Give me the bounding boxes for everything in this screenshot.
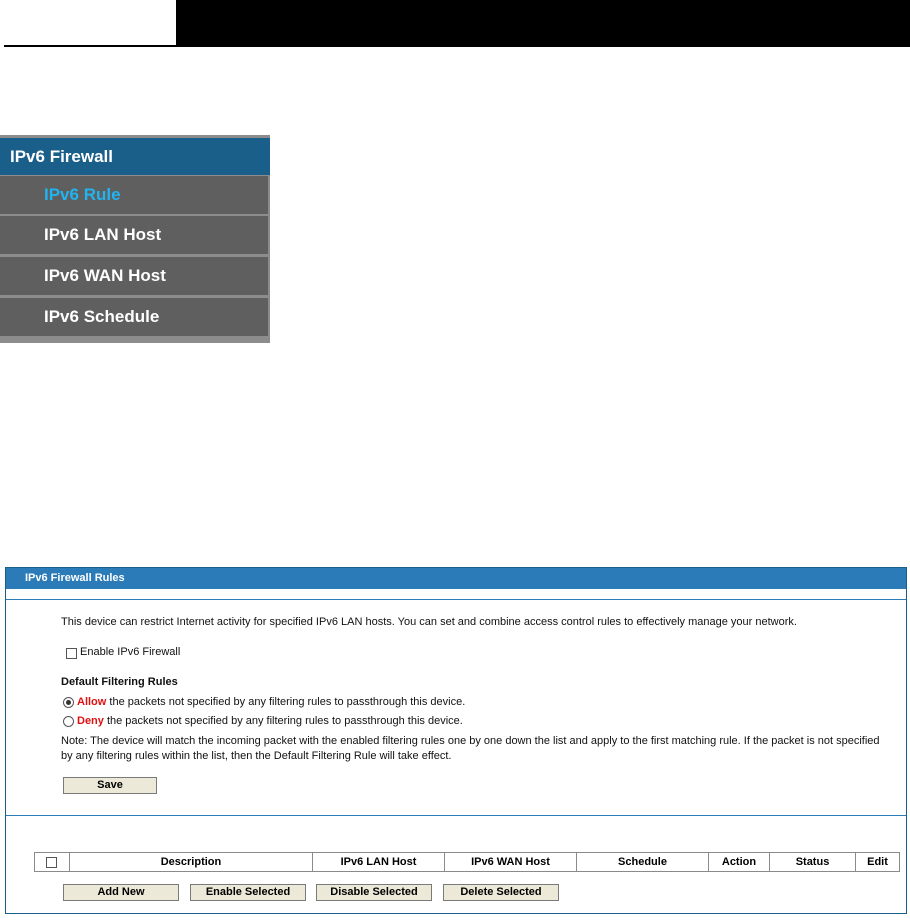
firewall-rules-panel: [5, 567, 907, 914]
col-status: Status: [770, 853, 856, 872]
deny-word: Deny: [77, 715, 104, 727]
allow-option-text: [77, 696, 465, 708]
save-button[interactable]: Save: [63, 777, 157, 794]
header-underline: [4, 45, 176, 47]
enable-firewall-checkbox[interactable]: [66, 648, 77, 659]
deny-option-text: [77, 715, 463, 727]
menu-header-ipv6-firewall[interactable]: IPv6 Firewall: [0, 138, 270, 175]
menu-item-ipv6-wan-host[interactable]: IPv6 WAN Host: [0, 257, 270, 295]
enable-firewall-label: Enable IPv6 Firewall: [80, 646, 181, 658]
delete-selected-button[interactable]: Delete Selected: [443, 884, 559, 901]
allow-radio[interactable]: [63, 697, 74, 708]
add-new-button[interactable]: Add New: [63, 884, 179, 901]
intro-text: This device can restrict Internet activity for specified IPv6 LAN hosts. You can set and combine access control rules to effectively manage your network.: [61, 616, 797, 628]
select-all-checkbox[interactable]: [46, 857, 57, 868]
table-header-row: [35, 853, 900, 872]
rules-table: [34, 852, 900, 872]
note-line-2: by any filtering rules within the list, then the Default Filtering Rule will take effect.: [61, 750, 452, 762]
col-ipv6-lan-host: IPv6 LAN Host: [313, 853, 445, 872]
deny-radio[interactable]: [63, 716, 74, 727]
select-all-cell: [35, 853, 70, 872]
menu-item-ipv6-lan-host[interactable]: IPv6 LAN Host: [0, 216, 270, 254]
col-action: Action: [709, 853, 770, 872]
col-description: Description: [70, 853, 313, 872]
disable-selected-button[interactable]: Disable Selected: [316, 884, 432, 901]
deny-description: the packets not specified by any filtering rules to passthrough this device.: [103, 715, 463, 727]
col-schedule: Schedule: [577, 853, 709, 872]
divider-top: [6, 599, 906, 600]
panel-title: IPv6 Firewall Rules: [6, 568, 906, 589]
menu-item-ipv6-rule[interactable]: IPv6 Rule: [0, 176, 270, 214]
menu-item-ipv6-schedule[interactable]: IPv6 Schedule: [0, 298, 270, 336]
allow-description: the packets not specified by any filtering rules to passthrough this device.: [106, 696, 466, 708]
note-line-1: Note: The device will match the incoming packet with the enabled filtering rules one by one down the list and apply to the first matching rule. If the packet is not specified: [61, 735, 880, 747]
divider-middle: [6, 815, 906, 816]
col-ipv6-wan-host: IPv6 WAN Host: [445, 853, 577, 872]
side-menu: [0, 135, 270, 343]
col-edit: Edit: [856, 853, 900, 872]
enable-selected-button[interactable]: Enable Selected: [190, 884, 306, 901]
allow-word: Allow: [77, 696, 107, 708]
header-bar: [176, 0, 910, 47]
default-rules-heading: Default Filtering Rules: [61, 676, 178, 688]
